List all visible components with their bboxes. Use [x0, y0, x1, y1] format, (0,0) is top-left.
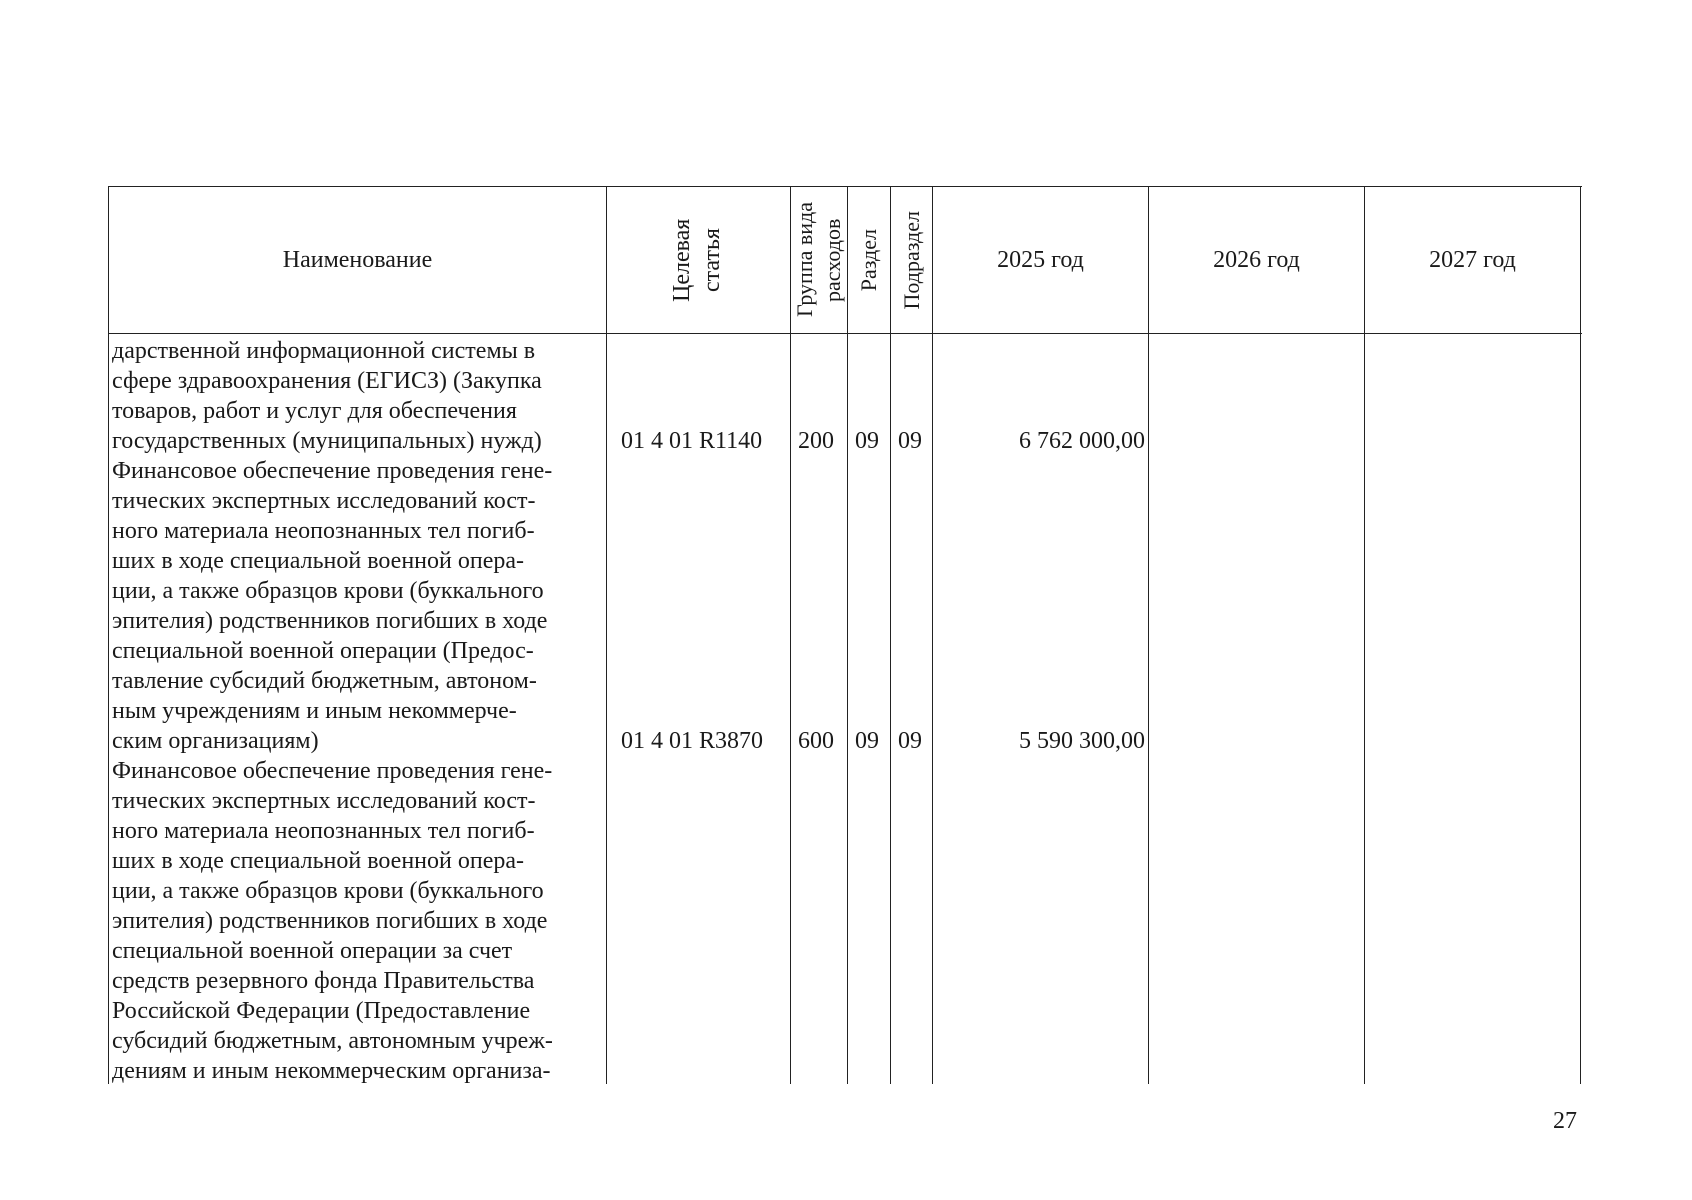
row-2-line: ским организациям) — [112, 728, 319, 754]
header-target-article — [608, 188, 789, 332]
row-1-target-article: 01 4 01 R1140 — [621, 428, 763, 454]
row-2-line: тических экспертных исследований кост- — [112, 488, 536, 514]
row-1-subsection: 09 — [898, 428, 922, 454]
row-2-line: ших в ходе специальной военной опера- — [112, 548, 525, 574]
header-name: Наименование — [282, 247, 433, 273]
row-2-expense-group: 600 — [798, 728, 834, 754]
header-2027: 2027 год — [1429, 247, 1516, 273]
header-bottom-border — [108, 333, 1582, 334]
header-2026: 2026 год — [1213, 247, 1300, 273]
row-3-line: ного материала неопознанных тел погиб- — [112, 818, 535, 844]
row-3-line: дениям и иным некоммерческим организа- — [112, 1058, 551, 1084]
row-2-line: Финансовое обеспечение проведения гене- — [112, 458, 553, 484]
header-expense-group — [792, 188, 846, 332]
header-subsection — [892, 188, 931, 332]
row-1-line: товаров, работ и услуг для обеспечения — [112, 398, 517, 424]
row-2-line: ным учреждениям и иным некоммерче- — [112, 698, 517, 724]
row-2-description — [112, 456, 602, 756]
row-1-description — [112, 336, 602, 456]
row-1-line: сфере здравоохранения (ЕГИСЗ) (Закупка — [112, 368, 542, 394]
col-divider-5 — [932, 186, 933, 1084]
row-2-line: эпителия) родственников погибших в ходе — [112, 608, 548, 634]
table-right-border — [1580, 186, 1581, 1084]
row-2-line: ции, а также образцов крови (буккального — [112, 578, 544, 604]
row-1-section: 09 — [855, 428, 879, 454]
row-2-line: тавление субсидий бюджетным, автоном- — [112, 668, 537, 694]
header-target-article-text: Целевая статья — [668, 218, 725, 302]
row-3-line: тических экспертных исследований кост- — [112, 788, 536, 814]
row-3-line: эпителия) родственников погибших в ходе — [112, 908, 548, 934]
page-number: 27 — [1553, 1108, 1577, 1134]
col-divider-4 — [890, 186, 891, 1084]
row-3-description — [112, 756, 602, 1086]
row-3-line: ции, а также образцов крови (буккального — [112, 878, 544, 904]
row-2-2025: 5 590 300,00 — [1019, 728, 1145, 754]
row-3-line: специальной военной операции за счет — [112, 938, 513, 964]
row-2-line: ного материала неопознанных тел погиб- — [112, 518, 535, 544]
row-3-line: Финансовое обеспечение проведения гене- — [112, 758, 553, 784]
row-3-line: средств резервного фонда Правительства — [112, 968, 535, 994]
col-divider-6 — [1148, 186, 1149, 1084]
col-divider-3 — [847, 186, 848, 1084]
row-2-target-article: 01 4 01 R3870 — [621, 728, 764, 754]
table-left-border — [108, 186, 109, 1084]
row-3-line: субсидий бюджетным, автономным учреж- — [112, 1028, 553, 1054]
row-1-2025: 6 762 000,00 — [1019, 428, 1145, 454]
row-1-expense-group: 200 — [798, 428, 834, 454]
header-section — [849, 188, 889, 332]
header-expense-group-text: Группа вида расходов — [792, 202, 845, 318]
row-2-line: специальной военной операции (Предос- — [112, 638, 534, 664]
header-subsection-text: Подраздел — [898, 210, 924, 310]
row-3-line: ших в ходе специальной военной опера- — [112, 848, 525, 874]
col-divider-1 — [606, 186, 607, 1084]
row-2-subsection: 09 — [898, 728, 922, 754]
row-1-line: дарственной информационной системы в — [112, 338, 536, 364]
row-2-section: 09 — [855, 728, 879, 754]
row-3-line: Российской Федерации (Предоставление — [112, 998, 531, 1024]
table-top-border — [108, 186, 1582, 187]
col-divider-7 — [1364, 186, 1365, 1084]
header-section-text: Раздел — [856, 228, 881, 292]
row-1-line: государственных (муниципальных) нужд) — [112, 428, 542, 454]
header-2025: 2025 год — [997, 247, 1084, 273]
